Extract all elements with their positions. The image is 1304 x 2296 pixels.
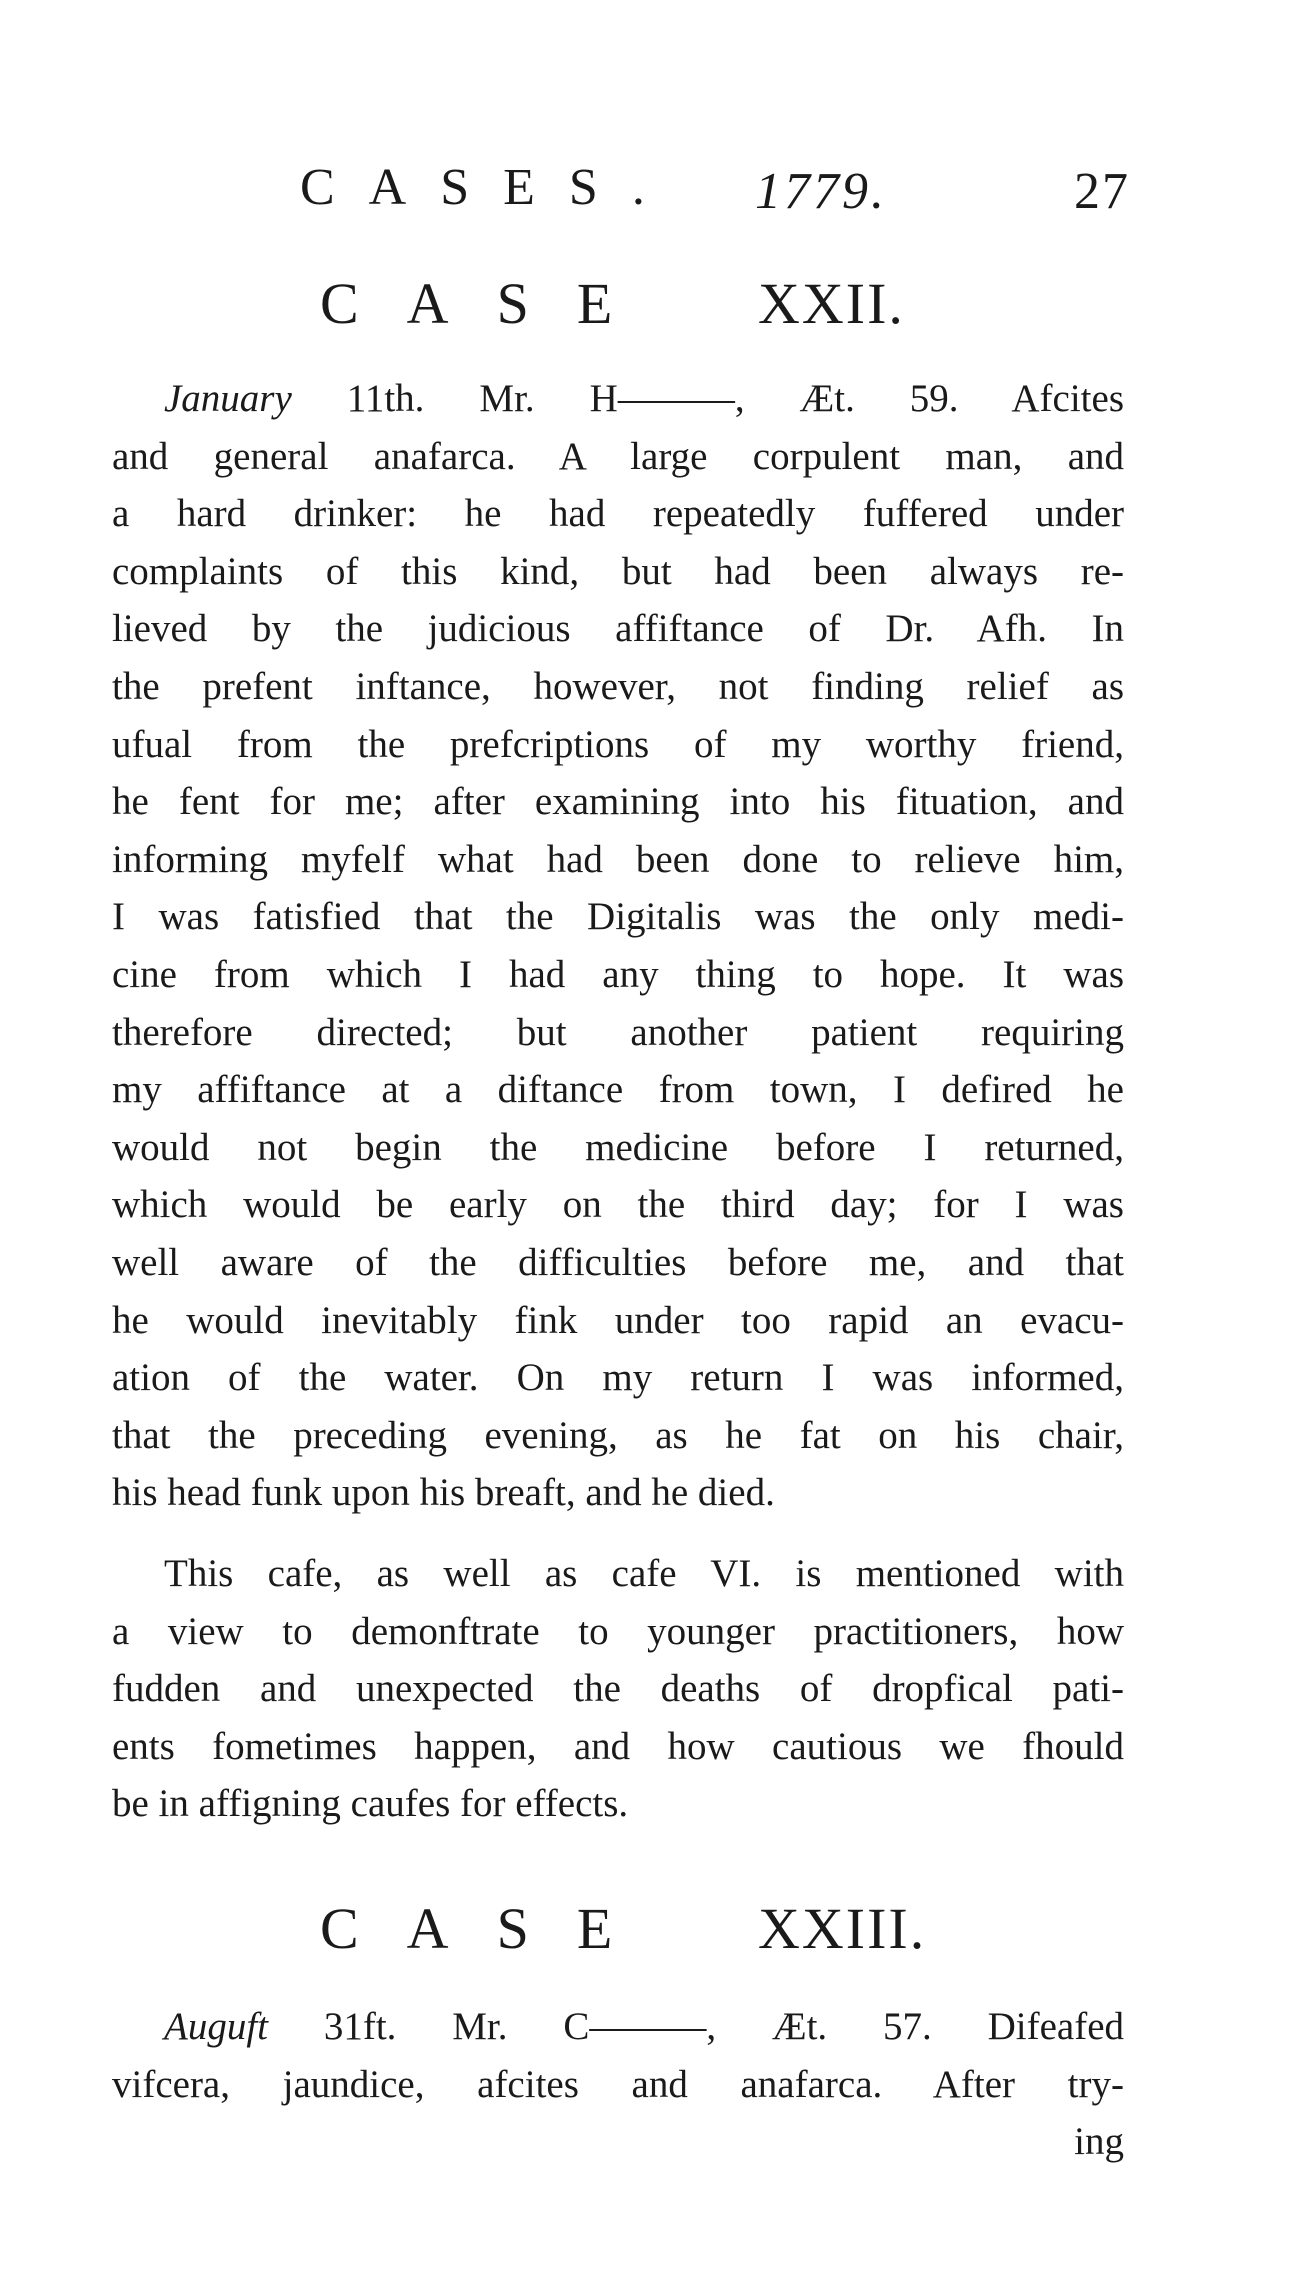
catchword: ing	[1074, 2120, 1124, 2164]
case-22-line: and general anafarca. A large corpulent man, and	[112, 434, 1124, 478]
case-22-line: ufual from the prefcriptions of my worthy friend,	[112, 722, 1124, 766]
case-22-line: would not begin the medicine before I returned,	[112, 1125, 1124, 1169]
case-22-line: he would inevitably fink under too rapid an evacu-	[112, 1298, 1124, 1342]
case-22-line: complaints of this kind, but had been always re-	[112, 549, 1124, 593]
case-22-line: ation of the water. On my return I was informed,	[112, 1356, 1124, 1400]
remark-line: ents fometimes happen, and how cautious we fhould	[112, 1724, 1124, 1768]
case-22-heading-number: XXII.	[758, 271, 905, 336]
page-number: 27	[1074, 163, 1130, 220]
remark-paragraph	[112, 1545, 1124, 1833]
remark-line: fudden and unexpected the deaths of dropfical pati-	[112, 1667, 1124, 1711]
case-22-heading-word: CASE	[320, 271, 661, 336]
case-23-body	[112, 1998, 1124, 2171]
case-22-line: lieved by the judicious affiftance of Dr. Afh. In	[112, 607, 1124, 651]
case-22-line: January 11th. Mr. H———, Æt. 59. Afcites	[164, 377, 1124, 420]
case-23-line: Auguft 31ft. Mr. C———, Æt. 57. Difeafed	[164, 2005, 1124, 2048]
case-22-line: well aware of the difficulties before me, and that	[112, 1240, 1124, 1284]
remark-line: This cafe, as well as cafe VI. is mentioned with	[164, 1552, 1124, 1595]
case-22-line: informing myfelf what had been done to relieve him,	[112, 837, 1124, 881]
case-22-line: which would be early on the third day; for I was	[112, 1183, 1124, 1227]
case-22-line: that the preceding evening, as he fat on his chair,	[112, 1413, 1124, 1457]
case-22-line: cine from which I had any thing to hope. It was	[112, 952, 1124, 996]
case-22-line: I was fatisfied that the Digitalis was the only medi-	[112, 895, 1124, 939]
remark-line: a view to demonftrate to younger practitioners, how	[112, 1609, 1124, 1653]
case-22-line: his head funk upon his breaft, and he died.	[112, 1471, 775, 1515]
case-22-line: my affiftance at a diftance from town, I defired he	[112, 1068, 1124, 1112]
case-23-heading-word: CASE	[320, 1896, 661, 1961]
case-22-line: the prefent inftance, however, not finding relief as	[112, 664, 1124, 708]
running-head-title: CASES.	[300, 159, 679, 216]
case-22-body	[112, 370, 1124, 1522]
case-22-line: a hard drinker: he had repeatedly fuffered under	[112, 492, 1124, 536]
case-23-heading-number: XXIII.	[758, 1896, 927, 1961]
case-23-line: vifcera, jaundice, afcites and anafarca. After try-	[112, 2062, 1124, 2106]
running-head-year: 1779.	[755, 163, 887, 220]
case-22-line: he fent for me; after examining into his fituation, and	[112, 780, 1124, 824]
running-head	[300, 158, 1130, 218]
case-23-date: Auguft	[164, 2005, 268, 2048]
remark-line: be in affigning caufes for effects.	[112, 1782, 629, 1826]
case-22-date: January	[164, 377, 292, 420]
case-22-line: therefore directed; but another patient requiring	[112, 1010, 1124, 1054]
